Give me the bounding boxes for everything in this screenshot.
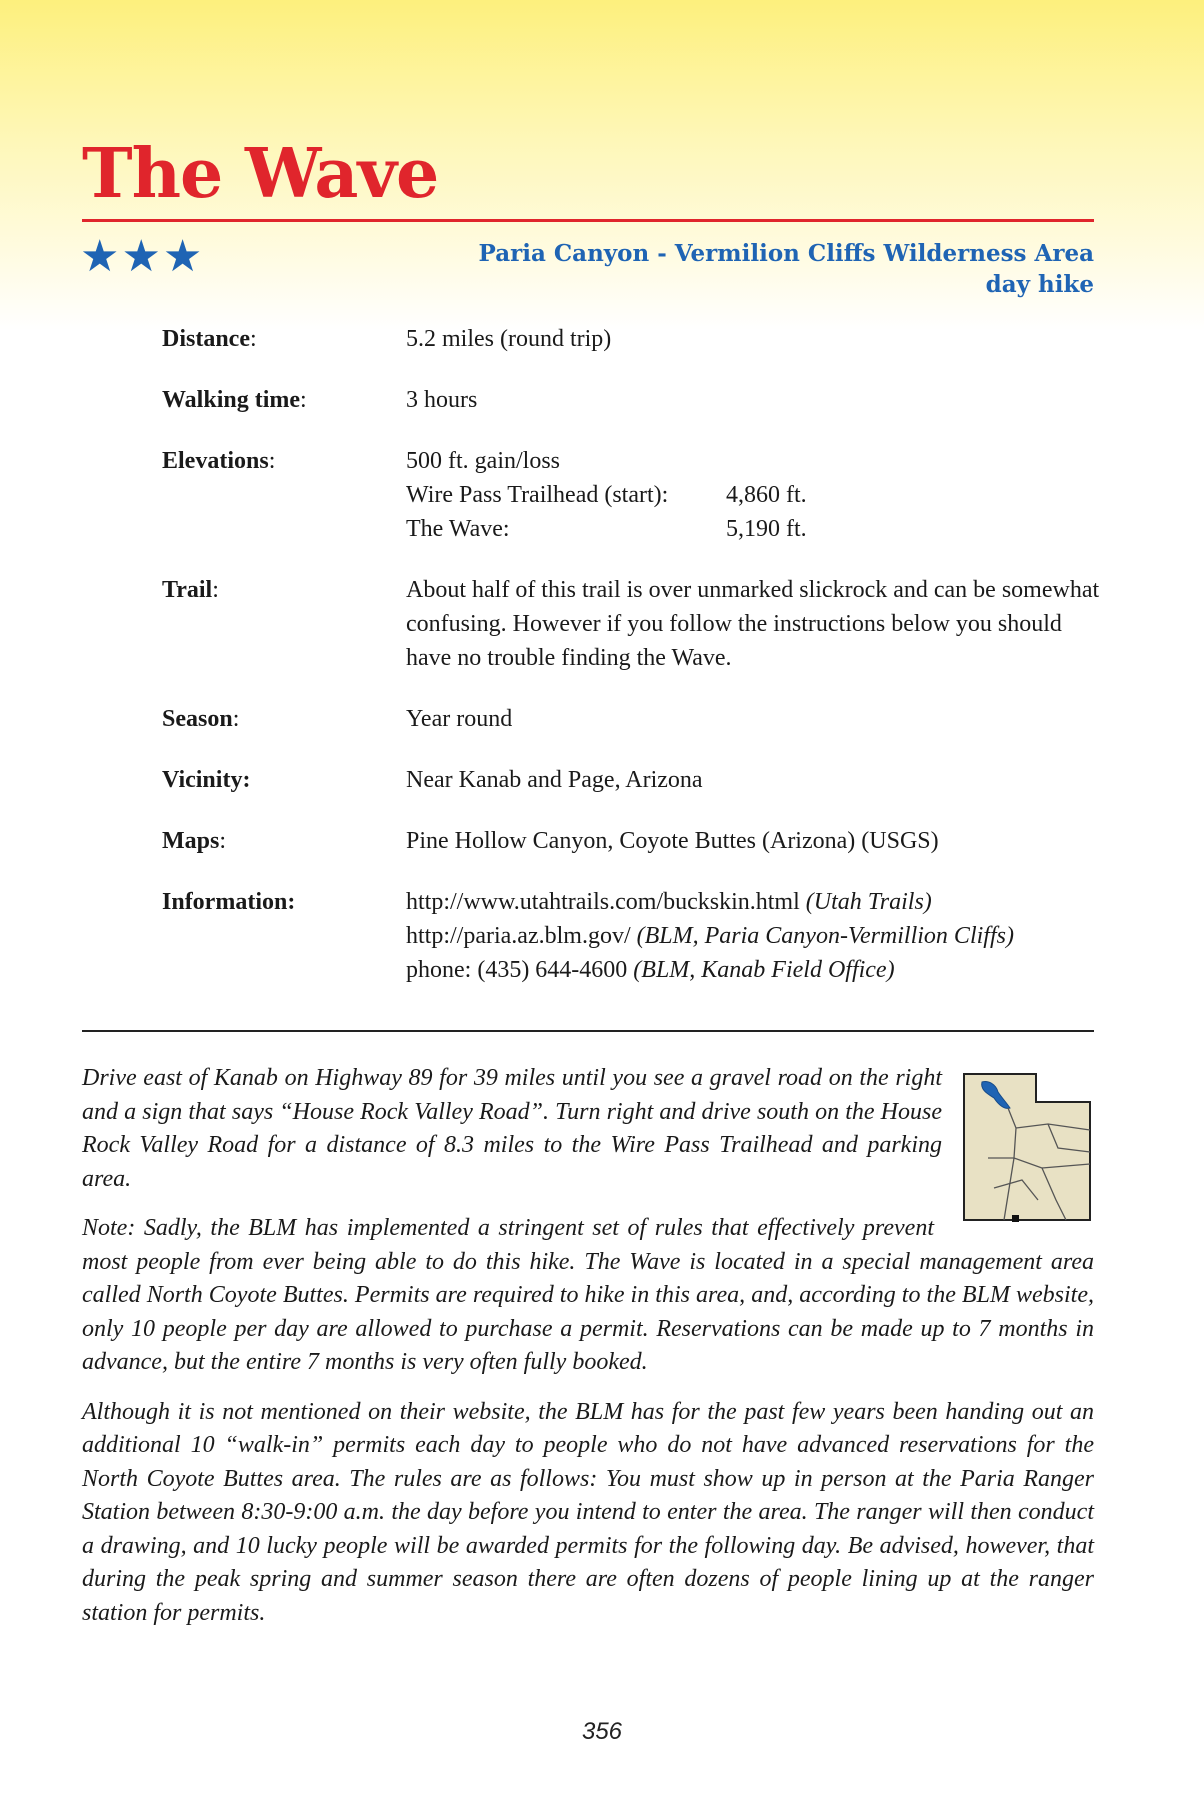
area-header [479, 238, 1094, 300]
page-number: 356 [581, 1718, 623, 1745]
section-divider [82, 1030, 1094, 1032]
fact-walking-time: Walking time: 3 hours [162, 383, 1102, 417]
fact-information [162, 885, 1102, 987]
info-url-utahtrails[interactable]: http://www.utahtrails.com/buckskin.html [406, 889, 800, 915]
info-phone: phone: (435) 644-4600 [406, 957, 628, 983]
directions-paragraph: Drive east of Kanab on Highway 89 for 39 miles until you see a gravel road on the right and a sign that says “House Rock Valley Road”. Turn right and drive south on the House Rock Valley Road for a distance of 8.3 miles to the Wire Pass Trailhead and parking area. [82, 1065, 942, 1192]
distance-value: 5.2 miles (round trip) [406, 326, 612, 352]
rating-stars: ★★★ [80, 231, 205, 282]
elevation-start [406, 478, 1102, 512]
elevations-value [406, 444, 1102, 546]
elevation-start-name: Wire Pass Trailhead (start): [406, 482, 669, 508]
info-url-blm[interactable]: http://paria.az.blm.gov/ [406, 923, 631, 949]
title-divider [82, 219, 1094, 222]
maps-label: Maps [162, 828, 220, 854]
trail-label: Trail [162, 577, 213, 603]
walking-time-value: 3 hours [406, 387, 478, 413]
elevation-gain: 500 ft. gain/loss [406, 448, 560, 474]
info-url-utahtrails-note: (Utah Trails) [805, 889, 932, 915]
season-value: Year round [406, 706, 513, 732]
walk-in-paragraph: Although it is not mentioned on their website, the BLM has for the past few years been handing out an additional 10 “walk-in” permits each day to people who do not have advanced reservations for the North Coyote Buttes area. The rules are as follows: You must show up in person at the Paria Ranger Station between 8:30-9:00 a.m. the day before you intend to enter the area. The ranger will then conduct a drawing, and 10 lucky people will be awarded permits for the following day. Be advised, however, that during the peak spring and summer season there are often dozens of people lining up at the ranger station for permits. [82, 1398, 1094, 1626]
area-name: Paria Canyon - Vermilion Cliffs Wilderness Area [478, 240, 1094, 267]
hike-type: day hike [985, 271, 1094, 298]
trail-value: About half of this trail is over unmarked slickrock and can be somewhat confusing. However if you follow the instructions below you should have no trouble finding the Wave. [406, 577, 1100, 671]
vicinity-value: Near Kanab and Page, Arizona [406, 767, 703, 793]
elevation-end-value: 5,190 ft. [726, 516, 807, 542]
walking-time-label: Walking time [162, 387, 301, 413]
fact-distance: Distance: 5.2 miles (round trip) [162, 322, 1102, 356]
note-paragraph: Note: Sadly, the BLM has implemented a stringent set of rules that effectively prevent most people from ever being able to do this hike. The Wave is located in a special management area called North Coyote Buttes. Permits are required to hike in this area, and, according to the BLM website, only 10 people per day are allowed to purchase a permit. Reservations can be made up to 7 months in advance, but the entire 7 months is very often fully booked. [82, 1215, 1094, 1375]
maps-value: Pine Hollow Canyon, Coyote Buttes (Arizona) (USGS) [406, 828, 939, 854]
fact-elevations: Elevations: 500 ft. gain/loss Wire Pass Trailhead (start): 4,860 ft. The Wave: 5,190 ft. [162, 444, 1102, 546]
info-url-blm-note: (BLM, Paria Canyon-Vermillion Cliffs) [636, 923, 1014, 949]
info-phone-note: (BLM, Kanab Field Office) [633, 957, 895, 983]
fact-season: Season: Year round [162, 702, 1102, 736]
elevation-start-value: 4,860 ft. [726, 482, 807, 508]
information-value [406, 885, 1102, 987]
facts-table [162, 322, 1102, 1014]
elevation-end-name: The Wave: [406, 516, 510, 542]
distance-label: Distance [162, 326, 250, 352]
information-label: Information: [162, 889, 296, 915]
fact-trail: Trail: About half of this trail is over unmarked slickrock and can be somewhat confusing. However if you follow the instructions below you should have no trouble finding the Wave. [162, 573, 1102, 675]
elevation-end [406, 512, 1102, 546]
season-label: Season [162, 706, 233, 732]
description [82, 1062, 1094, 1646]
page-title: The Wave [82, 134, 439, 214]
vicinity-label: Vicinity: [162, 767, 251, 793]
fact-maps: Maps: Pine Hollow Canyon, Coyote Buttes (Arizona) (USGS) [162, 824, 1102, 858]
fact-vicinity [162, 763, 1102, 797]
elevations-label: Elevations [162, 448, 269, 474]
